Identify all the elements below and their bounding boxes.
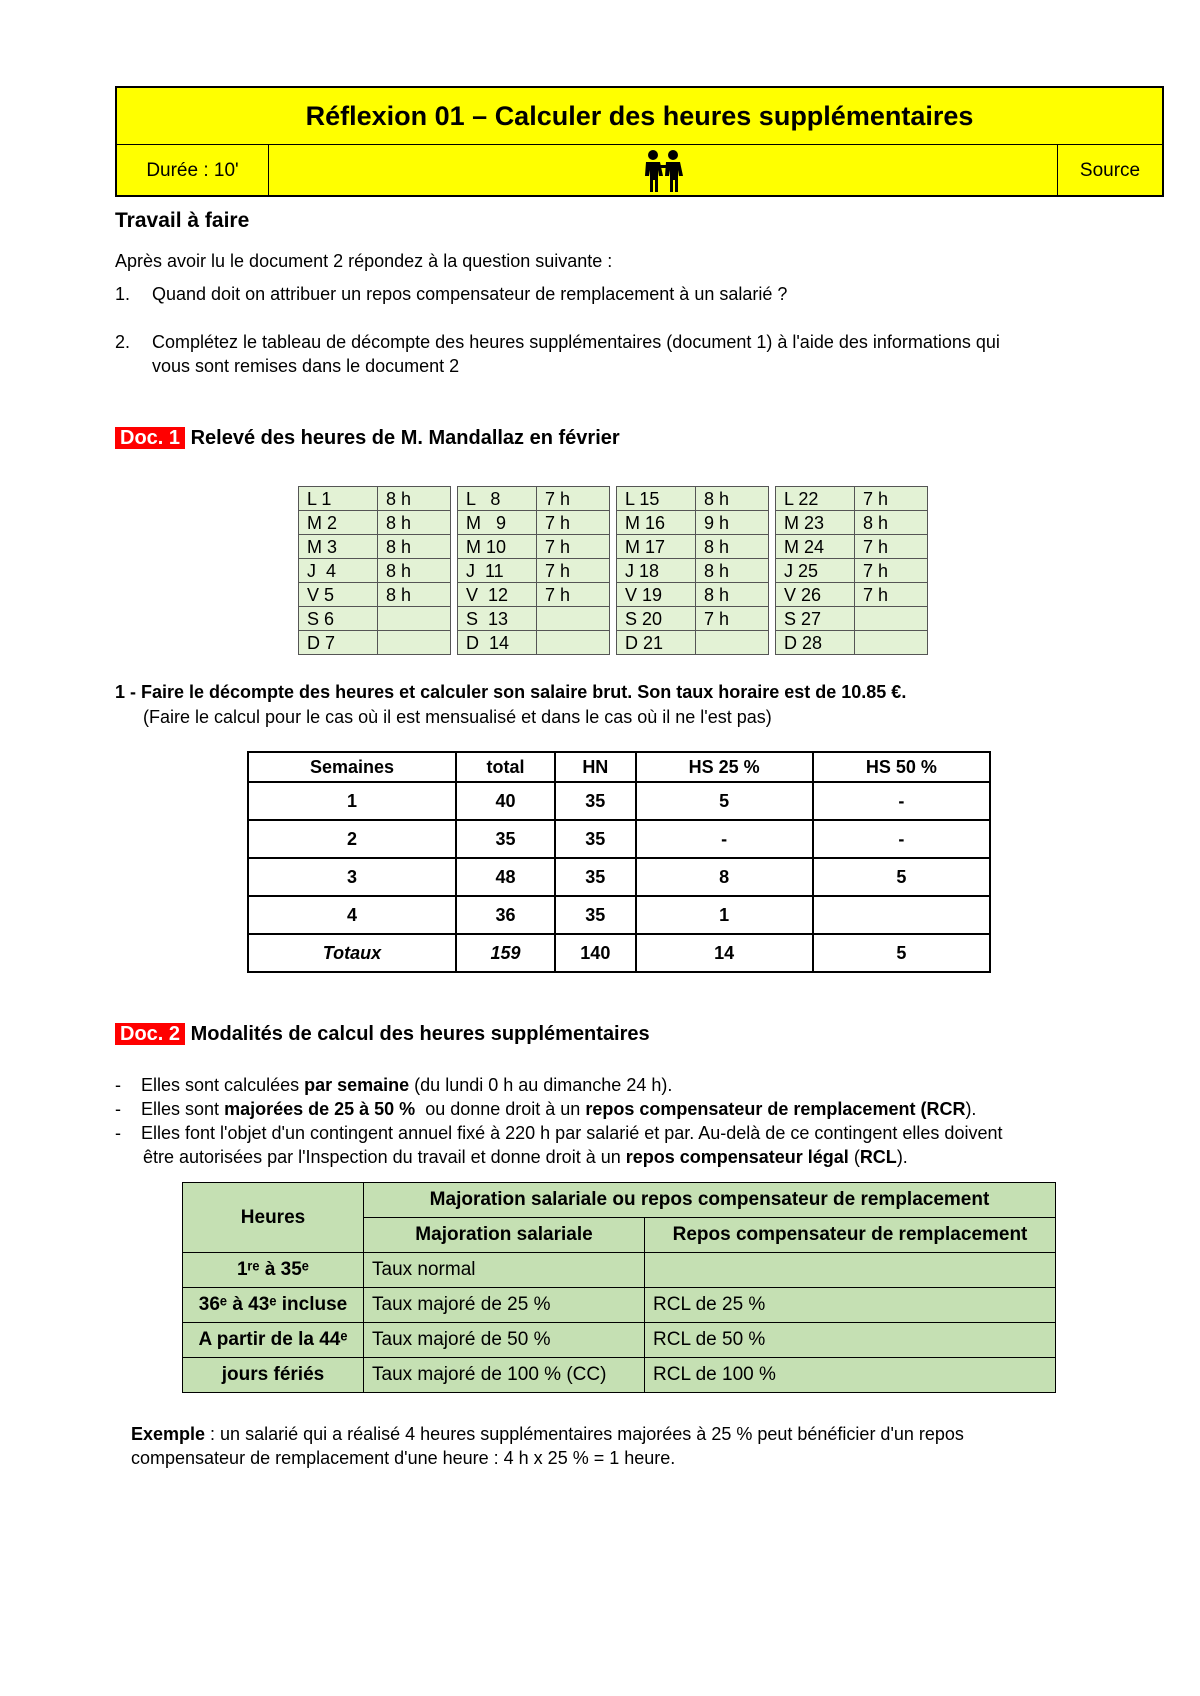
table-cell: 1 bbox=[636, 896, 813, 934]
page-title: Réflexion 01 – Calculer des heures supplémentaires bbox=[117, 88, 1162, 145]
hours-cell: 7 h bbox=[537, 535, 610, 559]
bullet-text: ). bbox=[965, 1099, 977, 1119]
total-cell: 159 bbox=[456, 934, 555, 972]
total-cell: 14 bbox=[636, 934, 813, 972]
day-cell: M 2 bbox=[299, 511, 378, 535]
week-gap bbox=[451, 511, 458, 535]
calc-note: (Faire le calcul pour le cas où il est mensualisé et dans le cas où il ne l'est pas) bbox=[143, 707, 772, 727]
doc1-tag: Doc. 1 bbox=[115, 427, 185, 449]
table-row bbox=[248, 820, 990, 858]
bullet-bold: majorées de 25 à 50 % bbox=[224, 1099, 416, 1119]
hours-range-cell: 36ᵉ à 43ᵉ incluse bbox=[183, 1288, 364, 1323]
hours-cell: 9 h bbox=[696, 511, 769, 535]
hours-cell: 7 h bbox=[855, 487, 928, 511]
repos-cell: RCL de 50 % bbox=[645, 1323, 1056, 1358]
week-gap bbox=[451, 631, 458, 655]
week-gap bbox=[610, 583, 617, 607]
table-cell: 40 bbox=[456, 782, 555, 820]
question-1: Quand doit on attribuer un repos compensateur de remplacement à un salarié ? bbox=[152, 284, 788, 304]
question-number: 2. bbox=[115, 332, 131, 352]
hours-cell: 8 h bbox=[378, 559, 451, 583]
day-cell: S 27 bbox=[776, 607, 855, 631]
table-cell: - bbox=[636, 820, 813, 858]
majoration-cell: Taux normal bbox=[364, 1253, 645, 1288]
hours-cell: 8 h bbox=[696, 559, 769, 583]
day-cell: S 6 bbox=[299, 607, 378, 631]
hours-row bbox=[299, 631, 928, 655]
bullet-3-cont bbox=[143, 1147, 908, 1168]
week-gap bbox=[610, 631, 617, 655]
day-cell: L 22 bbox=[776, 487, 855, 511]
table-cell: 4 bbox=[248, 896, 456, 934]
example-line1 bbox=[131, 1424, 964, 1445]
day-cell: D 14 bbox=[458, 631, 537, 655]
day-cell: J 4 bbox=[299, 559, 378, 583]
bullet-dash: - bbox=[115, 1075, 121, 1095]
day-cell: M 23 bbox=[776, 511, 855, 535]
bullet-bold: RCL bbox=[859, 1147, 897, 1167]
doc1-heading bbox=[115, 427, 620, 450]
repos-cell bbox=[645, 1253, 1056, 1288]
week-gap bbox=[769, 631, 776, 655]
hours-cell: 8 h bbox=[378, 511, 451, 535]
week-gap bbox=[451, 583, 458, 607]
table-cell: - bbox=[813, 820, 990, 858]
col-repos: Repos compensateur de remplacement bbox=[645, 1218, 1056, 1253]
majoration-row bbox=[183, 1358, 1056, 1393]
section-heading: Travail à faire bbox=[115, 209, 250, 232]
week-gap bbox=[610, 511, 617, 535]
day-cell: D 28 bbox=[776, 631, 855, 655]
table-cell: 5 bbox=[813, 858, 990, 896]
total-cell: 5 bbox=[813, 934, 990, 972]
table-row bbox=[248, 782, 990, 820]
week-gap bbox=[769, 607, 776, 631]
day-cell: V 19 bbox=[617, 583, 696, 607]
bullet-3 bbox=[115, 1123, 1002, 1144]
activity-header bbox=[115, 86, 1164, 197]
hours-row bbox=[299, 511, 928, 535]
doc2-tag: Doc. 2 bbox=[115, 1023, 185, 1045]
hours-cell: 8 h bbox=[696, 487, 769, 511]
week-gap bbox=[610, 535, 617, 559]
bullet-2 bbox=[115, 1099, 976, 1120]
col-group-header: Majoration salariale ou repos compensateur de remplacement bbox=[364, 1183, 1056, 1218]
doc2-heading bbox=[115, 1023, 650, 1046]
week-gap bbox=[451, 559, 458, 583]
question-2-line2: vous sont remises dans le document 2 bbox=[152, 356, 460, 376]
table-cell: 5 bbox=[636, 782, 813, 820]
hours-cell: 8 h bbox=[696, 583, 769, 607]
hours-cell bbox=[537, 631, 610, 655]
hours-cell: 8 h bbox=[378, 583, 451, 607]
day-cell: S 20 bbox=[617, 607, 696, 631]
bullet-dash: - bbox=[115, 1099, 121, 1119]
day-cell: M 10 bbox=[458, 535, 537, 559]
column-header: total bbox=[456, 752, 555, 782]
example-text: : un salarié qui a réalisé 4 heures supplémentaires majorées à 25 % peut bénéficier d'un repos bbox=[205, 1424, 964, 1444]
hours-cell bbox=[537, 607, 610, 631]
col-heures: Heures bbox=[183, 1183, 364, 1253]
day-cell: V 5 bbox=[299, 583, 378, 607]
table-cell: 2 bbox=[248, 820, 456, 858]
table-cell: 35 bbox=[555, 782, 635, 820]
table-cell: 8 bbox=[636, 858, 813, 896]
table-cell: - bbox=[813, 782, 990, 820]
table-cell: 1 bbox=[248, 782, 456, 820]
day-cell: M 3 bbox=[299, 535, 378, 559]
bullet-bold: repos compensateur de remplacement (RCR bbox=[585, 1099, 966, 1119]
table-cell: 36 bbox=[456, 896, 555, 934]
hours-cell: 7 h bbox=[855, 535, 928, 559]
bullet-text: ou donne droit à un bbox=[415, 1099, 586, 1119]
hours-row bbox=[299, 535, 928, 559]
bullet-text: Elles font l'objet d'un contingent annuel fixé à 220 h par salarié et par. Au-delà de ce contingent elles doivent bbox=[141, 1123, 1003, 1143]
hours-cell: 7 h bbox=[537, 511, 610, 535]
bullet-dash: - bbox=[115, 1123, 121, 1143]
day-cell: L 15 bbox=[617, 487, 696, 511]
doc2-title: Modalités de calcul des heures supplémentaires bbox=[190, 1023, 650, 1045]
hours-row bbox=[299, 583, 928, 607]
table-cell: 35 bbox=[456, 820, 555, 858]
week-gap bbox=[769, 487, 776, 511]
hours-cell: 8 h bbox=[696, 535, 769, 559]
day-cell: M 17 bbox=[617, 535, 696, 559]
repos-cell: RCL de 25 % bbox=[645, 1288, 1056, 1323]
week-gap bbox=[769, 559, 776, 583]
column-header: HN bbox=[555, 752, 635, 782]
hours-row bbox=[299, 559, 928, 583]
bullet-text: (du lundi 0 h au dimanche 24 h). bbox=[409, 1075, 673, 1095]
hours-cell bbox=[855, 607, 928, 631]
hours-row bbox=[299, 607, 928, 631]
bullet-bold: par semaine bbox=[304, 1075, 410, 1095]
source-label: Source bbox=[1057, 145, 1162, 196]
bullet-text: ( bbox=[848, 1147, 860, 1167]
hours-cell: 8 h bbox=[378, 535, 451, 559]
bullet-text: Elles sont calculées bbox=[141, 1075, 305, 1095]
majoration-cell: Taux majoré de 100 % (CC) bbox=[364, 1358, 645, 1393]
week-gap bbox=[610, 607, 617, 631]
week-gap bbox=[769, 535, 776, 559]
day-cell: V 26 bbox=[776, 583, 855, 607]
hours-grid bbox=[298, 486, 928, 655]
bullet-bold: repos compensateur légal bbox=[625, 1147, 849, 1167]
calc-instruction: 1 - Faire le décompte des heures et calculer son salaire brut. Son taux horaire est de 10.85 €. bbox=[115, 682, 907, 702]
hours-cell bbox=[378, 631, 451, 655]
example-line2: compensateur de remplacement d'une heure : 4 h x 25 % = 1 heure. bbox=[131, 1448, 676, 1468]
day-cell: J 25 bbox=[776, 559, 855, 583]
hours-cell: 7 h bbox=[855, 583, 928, 607]
duration-label: Durée : 10' bbox=[117, 145, 269, 196]
majoration-row bbox=[183, 1253, 1056, 1288]
overtime-count-table bbox=[247, 751, 991, 973]
day-cell: J 11 bbox=[458, 559, 537, 583]
week-gap bbox=[451, 487, 458, 511]
day-cell: D 7 bbox=[299, 631, 378, 655]
hours-cell: 7 h bbox=[537, 487, 610, 511]
hours-cell: 8 h bbox=[855, 511, 928, 535]
bullet-text: ). bbox=[896, 1147, 908, 1167]
hours-cell bbox=[855, 631, 928, 655]
week-gap bbox=[769, 511, 776, 535]
day-cell: D 21 bbox=[617, 631, 696, 655]
bullet-1 bbox=[115, 1075, 672, 1096]
hours-row bbox=[299, 487, 928, 511]
hours-cell: 8 h bbox=[378, 487, 451, 511]
majoration-row bbox=[183, 1288, 1056, 1323]
table-cell: 35 bbox=[555, 820, 635, 858]
hours-range-cell: A partir de la 44ᵉ bbox=[183, 1323, 364, 1358]
hours-cell: 7 h bbox=[696, 607, 769, 631]
two-children-icon bbox=[640, 148, 686, 194]
hours-range-cell: jours fériés bbox=[183, 1358, 364, 1393]
hours-cell: 7 h bbox=[855, 559, 928, 583]
intro-text: Après avoir lu le document 2 répondez à la question suivante : bbox=[115, 251, 613, 271]
bullet-text: être autorisées par l'Inspection du travail et donne droit à un bbox=[143, 1147, 626, 1167]
day-cell: M 16 bbox=[617, 511, 696, 535]
table-cell: 35 bbox=[555, 858, 635, 896]
doc1-title: Relevé des heures de M. Mandallaz en février bbox=[190, 427, 620, 449]
repos-cell: RCL de 100 % bbox=[645, 1358, 1056, 1393]
week-gap bbox=[451, 535, 458, 559]
week-gap bbox=[610, 559, 617, 583]
majoration-row bbox=[183, 1323, 1056, 1358]
day-cell: M 24 bbox=[776, 535, 855, 559]
week-gap bbox=[769, 583, 776, 607]
hours-cell: 7 h bbox=[537, 559, 610, 583]
hours-range-cell: 1ʳᵉ à 35ᵉ bbox=[183, 1253, 364, 1288]
day-cell: S 13 bbox=[458, 607, 537, 631]
bullet-text: Elles sont bbox=[141, 1099, 225, 1119]
table-cell: 35 bbox=[555, 896, 635, 934]
table-cell bbox=[813, 896, 990, 934]
table-row bbox=[248, 896, 990, 934]
table-cell: 48 bbox=[456, 858, 555, 896]
question-2-line1: Complétez le tableau de décompte des heures supplémentaires (document 1) à l'aide des informations qui bbox=[152, 332, 1000, 352]
hours-cell bbox=[378, 607, 451, 631]
day-cell: M 9 bbox=[458, 511, 537, 535]
question-number: 1. bbox=[115, 284, 131, 304]
column-header: Semaines bbox=[248, 752, 456, 782]
week-gap bbox=[451, 607, 458, 631]
day-cell: L 8 bbox=[458, 487, 537, 511]
majoration-cell: Taux majoré de 25 % bbox=[364, 1288, 645, 1323]
majoration-cell: Taux majoré de 50 % bbox=[364, 1323, 645, 1358]
majoration-table bbox=[182, 1182, 1056, 1393]
week-gap bbox=[610, 487, 617, 511]
totals-row bbox=[248, 934, 990, 972]
total-cell: Totaux bbox=[248, 934, 456, 972]
total-cell: 140 bbox=[555, 934, 635, 972]
example-label: Exemple bbox=[131, 1424, 206, 1444]
table-row bbox=[248, 858, 990, 896]
column-header: HS 50 % bbox=[813, 752, 990, 782]
day-cell: V 12 bbox=[458, 583, 537, 607]
hours-cell: 7 h bbox=[537, 583, 610, 607]
hours-cell bbox=[696, 631, 769, 655]
day-cell: J 18 bbox=[617, 559, 696, 583]
col-majoration: Majoration salariale bbox=[364, 1218, 645, 1253]
column-header: HS 25 % bbox=[636, 752, 813, 782]
table-cell: 3 bbox=[248, 858, 456, 896]
day-cell: L 1 bbox=[299, 487, 378, 511]
